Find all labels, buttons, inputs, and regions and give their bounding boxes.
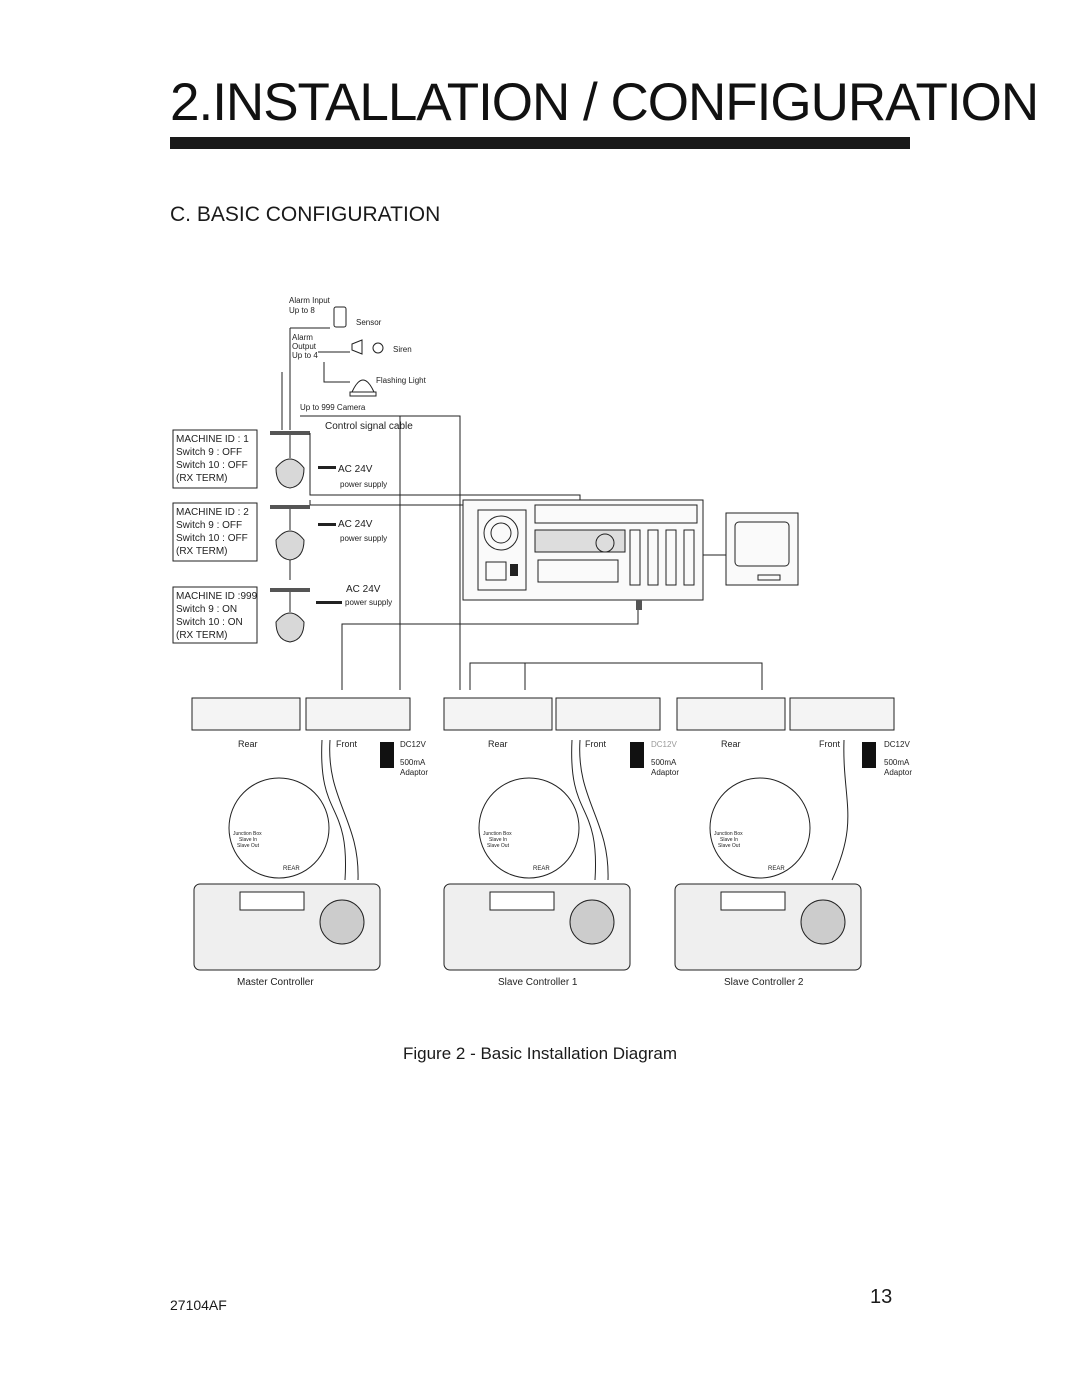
camera-999-switch10: Switch 10 : ON [176,617,243,628]
camera-1-id: MACHINE ID : 1 [176,434,249,445]
adaptor-3-voltage: DC12V [884,740,910,749]
adaptor-3-label: Adaptor [884,768,913,777]
flashing-light-icon [352,380,374,392]
page-number: 13 [870,1286,893,1308]
monitor-icon [726,513,798,585]
junction-2-box-label: Junction Box [483,831,512,837]
camera-2-switch10: Switch 10 : OFF [176,533,248,544]
junction-box-2-rear [444,698,552,730]
camera-2-power-sub: power supply [340,534,388,543]
slave-controller-2-label: Slave Controller 2 [724,977,804,988]
camera-1-power: AC 24V [338,464,373,475]
camera-999-term: (RX TERM) [176,630,228,641]
junction-1-slave-in: Slave In [239,837,258,843]
junction-1-detail-circle [229,778,329,878]
adaptor-2-label: Adaptor [651,768,680,777]
junction-box-3-front [790,698,894,730]
slave-controller-1-label: Slave Controller 1 [498,977,578,988]
adaptor-1-icon [380,742,394,768]
control-cable-label: Control signal cable [325,421,413,432]
master-controller-label: Master Controller [237,977,314,988]
adaptor-2-current: 500mA [651,758,677,767]
camera-2-power: AC 24V [338,519,373,530]
camera-999-id: MACHINE ID :999 [176,591,258,602]
adaptor-2-voltage: DC12V [651,740,677,749]
junction-1-slave-out: Slave Out [237,843,259,849]
camera-999-power-sub: power supply [345,598,393,607]
adaptor-3-icon [862,742,876,768]
sensor-label: Sensor [356,318,382,327]
section-title: C. BASIC CONFIGURATION [170,203,441,226]
junction-2-slave-out: Slave Out [487,843,509,849]
adaptor-1-label: Adaptor [400,768,429,777]
junction-3-rear-tag: REAR [768,866,785,872]
junction-box-3-rear [677,698,785,730]
adaptor-1-current: 500mA [400,758,426,767]
page-title: 2.INSTALLATION / CONFIGURATION [170,73,1039,132]
adaptor-2-icon [630,742,644,768]
sensor-icon [334,307,346,327]
monitor [703,513,798,585]
siren-icon [352,340,362,354]
camera-1-switch9: Switch 9 : OFF [176,447,243,458]
camera-2-id: MACHINE ID : 2 [176,507,249,518]
junction-3-rear-label: Rear [721,739,741,749]
camera-999 [173,584,392,643]
junction-2-rear-tag: REAR [533,866,550,872]
junction-group-1 [192,698,428,988]
siren-label: Siren [393,345,412,354]
siren-icon-2 [373,343,383,353]
junction-group-3 [675,698,912,988]
document-code: 27104AF [170,1297,227,1313]
camera-2 [173,503,387,561]
junction-2-front-label: Front [585,739,607,749]
junction-box-1-rear [192,698,300,730]
junction-3-detail-circle [710,778,810,878]
junction-3-slave-out: Slave Out [718,843,740,849]
junction-1-rear-tag: REAR [283,866,300,872]
junction-1-front-label: Front [336,739,358,749]
alarm-input-limit: Up to 8 [289,306,315,315]
junction-2-rear-label: Rear [488,739,508,749]
camera-2-term: (RX TERM) [176,546,228,557]
alarm-output-label-2: Output [292,342,317,351]
camera-2-switch9: Switch 9 : OFF [176,520,243,531]
junction-2-detail-circle [479,778,579,878]
junction-3-front-label: Front [819,739,841,749]
flashing-light-label: Flashing Light [376,376,426,385]
junction-group-2 [444,698,679,988]
dome-camera-2-icon [276,531,304,560]
junction-box-2-front [556,698,660,730]
camera-999-switch9: Switch 9 : ON [176,604,238,615]
dome-camera-999-icon [276,613,304,642]
alarm-section [282,307,460,690]
junction-3-box-label: Junction Box [714,831,743,837]
alarm-output-label-1: Alarm [292,333,313,342]
camera-1 [173,430,387,489]
camera-1-switch10: Switch 10 : OFF [176,460,248,471]
junction-3-slave-in: Slave In [720,837,739,843]
junction-1-box-label: Junction Box [233,831,262,837]
camera-999-power: AC 24V [346,584,381,595]
junction-1-rear-label: Rear [238,739,258,749]
figure-caption: Figure 2 - Basic Installation Diagram [402,1044,677,1063]
alarm-input-label: Alarm Input [289,296,330,305]
junction-2-slave-in: Slave In [489,837,508,843]
camera-1-power-sub: power supply [340,480,388,489]
alarm-output-limit: Up to 4 [292,351,318,360]
adaptor-3-current: 500mA [884,758,910,767]
camera-1-term: (RX TERM) [176,473,228,484]
adaptor-1-voltage: DC12V [400,740,426,749]
dvr-unit [463,500,703,600]
dome-camera-1-icon [276,459,304,488]
camera-limit-label: Up to 999 Camera [300,403,366,412]
junction-box-1-front [306,698,410,730]
